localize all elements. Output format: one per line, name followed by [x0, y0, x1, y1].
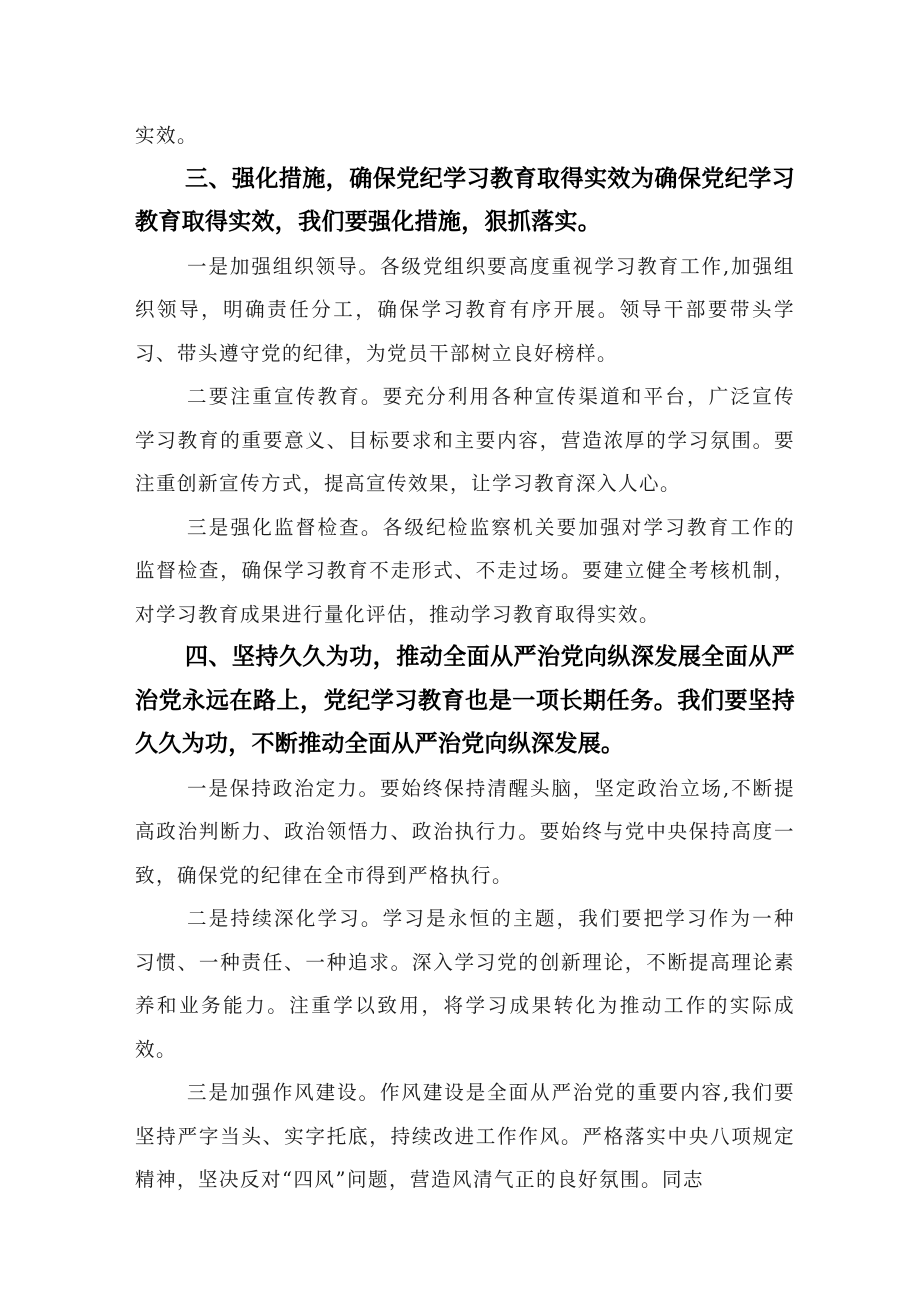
- paragraph-political-resolve: 一是保持政治定力。要始终保持清醒头脑，坚定政治立场,不断提高政治判断力、政治领悟力、政治执行力。要始终与党中央保持高度一致，确保党的纪律在全市得到严格执行。: [135, 776, 795, 887]
- paragraph-continuous-learning: 二是持续深化学习。学习是永恒的主题，我们要把学习作为一种习惯、一种责任、一种追求。深入学习党的创新理论，不断提高理论素养和业务能力。注重学以致用，将学习成果转化为推动工作的实际成效。: [135, 907, 795, 1061]
- paragraph-supervision-inspection: 三是强化监督检查。各级纪检监察机关要加强对学习教育工作的监督检查，确保学习教育不走形式、不走过场。要建立健全考核机制，对学习教育成果进行量化评估，推动学习教育取得实效。: [135, 515, 795, 626]
- document-body: [135, 114, 795, 1202]
- paragraph-organization-leadership: 一是加强组织领导。各级党组织要高度重视学习教育工作,加强组织领导，明确责任分工，确保学习教育有序开展。领导干部要带头学习、带头遵守党的纪律，为党员干部树立良好榜样。: [135, 254, 795, 365]
- section-heading-three: 三、强化措施，确保党纪学习教育取得实效为确保党纪学习教育取得实效，我们要强化措施，狠抓落实。: [135, 165, 795, 235]
- paragraph-publicity-education: 二要注重宣传教育。要充分利用各种宣传渠道和平台，广泛宣传学习教育的重要意义、目标要求和主要内容，营造浓厚的学习氛围。要注重创新宣传方式，提高宣传效果，让学习教育深入人心。: [135, 385, 795, 495]
- paragraph-continuation: 实效。: [135, 124, 199, 147]
- section-heading-four: 四、坚持久久为功，推动全面从严治党向纵深发展全面从严治党永远在路上，党纪学习教育也是一项长期任务。我们要坚持久久为功，不断推动全面从严治党向纵深发展。: [135, 644, 795, 757]
- paragraph-work-style: 三是加强作风建设。作风建设是全面从严治党的重要内容,我们要坚持严字当头、实字托底，持续改进工作作风。严格落实中央八项规定精神，坚决反对“四风”问题，营造风清气正的良好氛围。同志: [135, 1081, 795, 1191]
